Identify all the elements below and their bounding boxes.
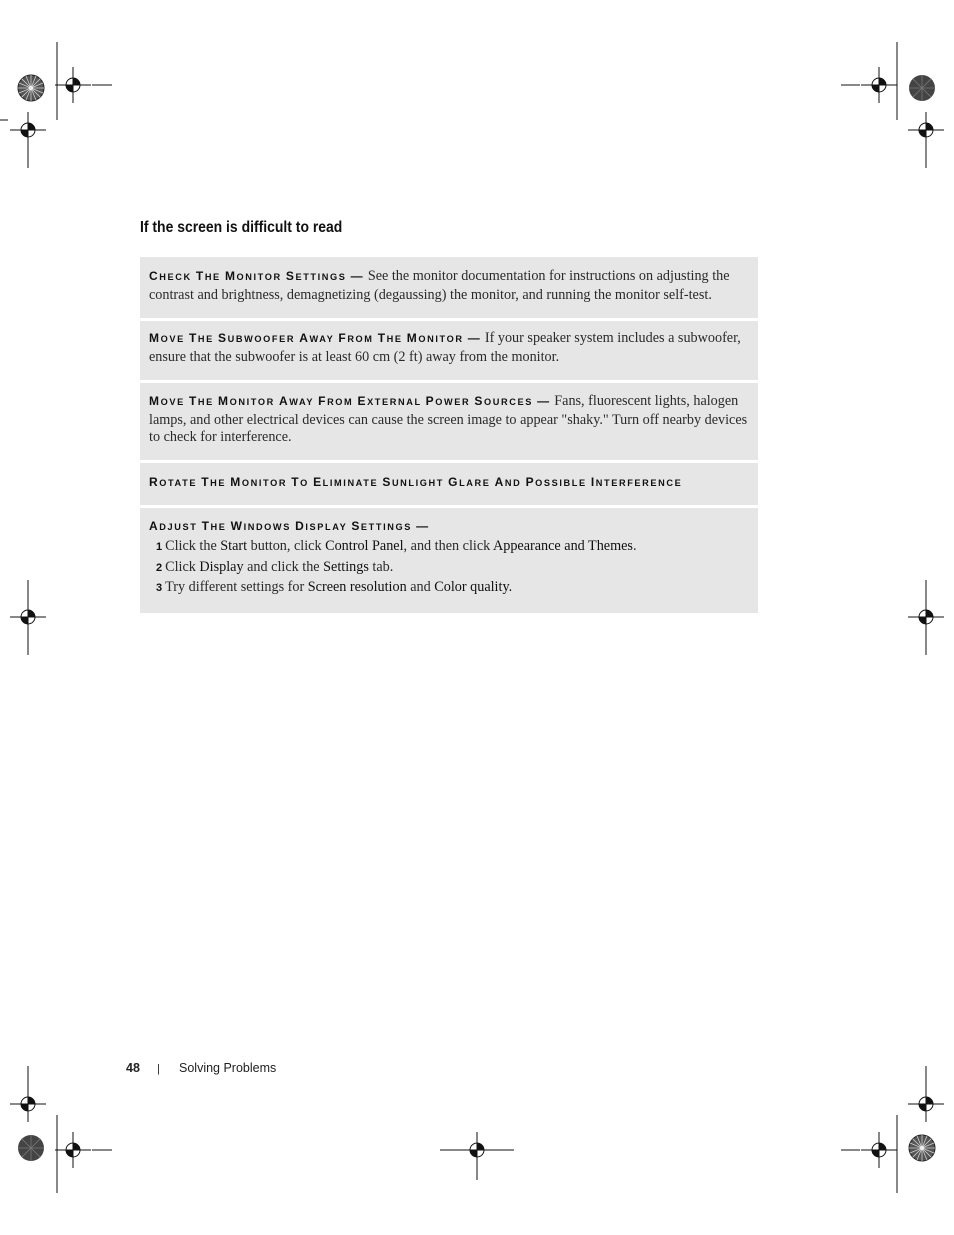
settings-tab-ref: Settings — [323, 559, 369, 575]
page-number: 48 — [126, 1061, 140, 1075]
step-text: . — [632, 538, 637, 554]
step-number: 3 — [156, 582, 163, 594]
tip-body: If your speaker system includes a subwoofer, ensure that the subwoofer is at least 60 cm (2 ft) away from the monitor. — [149, 330, 741, 365]
step-2 — [156, 559, 393, 578]
footer-section-title: Solving Problems — [179, 1061, 277, 1075]
tip-body: See the monitor documentation for instructions on adjusting the contrast and brightness, demagnetizing (degaussing) the monitor, and running the monitor self-test. — [149, 268, 730, 303]
start-button-ref: Start — [220, 538, 248, 554]
step-number: 2 — [156, 562, 163, 574]
tip-box-power-sources — [140, 383, 758, 460]
step-number: 1 — [156, 541, 163, 553]
display-ref: Display — [199, 559, 244, 575]
step-text: button, click — [247, 538, 326, 554]
tip-title: MOVE THE MONITOR AWAY FROM EXTERNAL POWER SOURCES — — [149, 394, 551, 408]
tip-box-windows-settings — [140, 508, 758, 613]
step-text: Click — [165, 559, 200, 575]
tip-title: CHECK THE MONITOR SETTINGS — — [149, 269, 365, 283]
tip-box-subwoofer — [140, 321, 758, 380]
screen-resolution-ref: Screen resolution — [307, 579, 407, 595]
appearance-themes-ref: Appearance and Themes — [492, 538, 633, 554]
step-text: Click the — [165, 538, 221, 554]
step-text: , and then click — [403, 538, 493, 554]
tip-title: ADJUST THE WINDOWS DISPLAY SETTINGS — — [149, 519, 430, 533]
section-heading: If the screen is difficult to read — [140, 219, 343, 236]
step-1 — [156, 538, 637, 557]
tip-box-check-monitor — [140, 257, 758, 318]
step-text: Try different settings for — [165, 579, 308, 595]
footer-separator: | — [157, 1063, 160, 1075]
color-quality-ref: Color quality. — [434, 579, 513, 595]
step-text: tab. — [368, 559, 394, 575]
step-text: and — [406, 579, 435, 595]
step-3 — [156, 579, 512, 598]
control-panel-ref: Control Panel — [325, 538, 404, 554]
step-text: and click the — [243, 559, 324, 575]
tip-body: Fans, fluorescent lights, halogen lamps, and other electrical devices can cause the screen image to appear "shaky." Turn off nearby devices to check for interference. — [149, 393, 748, 445]
tip-title: MOVE THE SUBWOOFER AWAY FROM THE MONITOR — — [149, 331, 482, 345]
tip-title: ROTATE THE MONITOR TO ELIMINATE SUNLIGHT GLARE AND POSSIBLE INTERFERENCE — [149, 475, 683, 489]
tip-box-rotate-monitor — [140, 463, 758, 505]
